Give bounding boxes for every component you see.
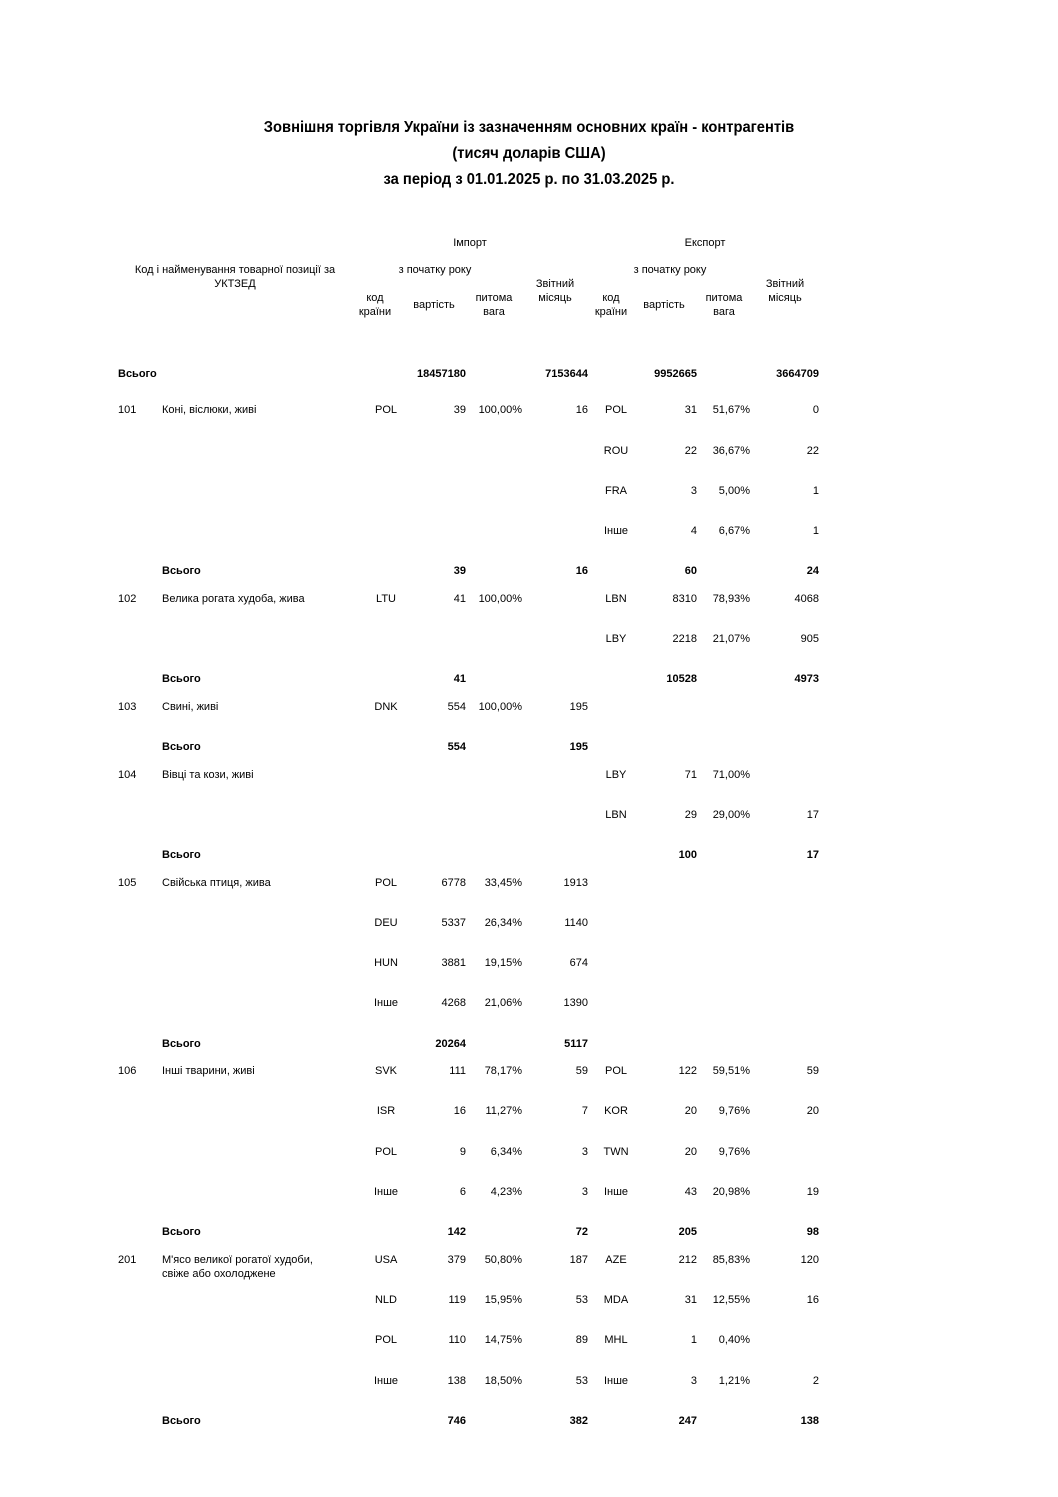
export-value: 205	[678, 1226, 697, 1238]
import-value: 9	[459, 1146, 466, 1158]
title-line-3: за період з 01.01.2025 р. по 31.03.2025 р.	[383, 171, 675, 188]
export-month-value: 905	[800, 633, 819, 645]
export-month-value: 4973	[794, 673, 819, 685]
export-value: 31	[684, 1294, 697, 1306]
import-country-code: HUN	[374, 957, 398, 969]
commodity-name: Всього	[162, 741, 201, 753]
export-month-value: 4068	[794, 593, 819, 605]
import-value: 16	[453, 1105, 466, 1117]
import-value: 39	[453, 404, 466, 416]
import-country-code: DEU	[374, 917, 398, 929]
commodity-code: 101	[118, 404, 137, 416]
export-value: 247	[678, 1415, 697, 1427]
import-country-code: NLD	[374, 1294, 397, 1306]
export-value: 29	[684, 809, 697, 821]
import-country-code: LTU	[376, 593, 396, 605]
export-month-value: 17	[806, 849, 819, 861]
export-month-value: 98	[806, 1226, 819, 1238]
import-share: 19,15%	[484, 957, 522, 969]
export-country-code: KOR	[604, 1105, 628, 1117]
import-country-code: POL	[374, 404, 397, 416]
export-month-value: 120	[800, 1254, 819, 1266]
commodity-name: Свійська птиця, жива	[162, 877, 271, 889]
export-share: 20,98%	[712, 1186, 750, 1198]
export-value: 60	[684, 565, 697, 577]
export-share: 0,40%	[718, 1334, 750, 1346]
import-month-value: 5117	[564, 1038, 588, 1050]
commodity-name: Всього	[162, 1038, 201, 1050]
import-value: 119	[448, 1294, 466, 1306]
import-value: 110	[448, 1334, 466, 1346]
commodity-code: 105	[118, 877, 137, 889]
export-country-code: FRA	[605, 485, 627, 497]
export-country-code: AZE	[605, 1254, 627, 1266]
export-month-value: 3664709	[776, 368, 819, 380]
commodity-name: Всього	[162, 673, 201, 685]
import-value: 4268	[441, 997, 466, 1009]
commodity-name: Всього	[162, 565, 201, 577]
import-share: 100,00%	[478, 701, 522, 713]
import-value: 6	[459, 1186, 466, 1198]
import-share: 78,17%	[484, 1065, 522, 1077]
export-share: 1,21%	[718, 1375, 750, 1387]
commodity-name: Всього	[162, 1415, 201, 1427]
header-country-code-export: код країни	[594, 292, 628, 318]
import-month-value: 16	[575, 404, 588, 416]
commodity-name: Всього	[162, 1226, 201, 1238]
header-export: Експорт	[684, 237, 726, 249]
export-country-code: Інше	[603, 1186, 629, 1198]
export-share: 36,67%	[712, 445, 750, 457]
commodity-name: М'ясо великої рогатої худоби, свіже або охолоджене	[162, 1254, 313, 1280]
import-country-code: Інше	[373, 1375, 399, 1387]
export-country-code: POL	[604, 1065, 627, 1077]
export-country-code: Інше	[603, 1375, 629, 1387]
export-month-value: 1	[812, 485, 819, 497]
import-value: 746	[447, 1415, 466, 1427]
commodity-code: 103	[118, 701, 137, 713]
import-share: 18,50%	[484, 1375, 522, 1387]
commodity-code: Всього	[118, 368, 157, 380]
document-title	[42, 115, 1015, 193]
import-month-value: 1390	[563, 997, 588, 1009]
export-share: 78,93%	[712, 593, 750, 605]
import-share: 6,34%	[490, 1146, 522, 1158]
export-share: 29,00%	[712, 809, 750, 821]
import-value: 138	[447, 1375, 466, 1387]
import-value: 41	[453, 593, 466, 605]
export-country-code: LBN	[605, 593, 627, 605]
export-share: 9,76%	[718, 1105, 750, 1117]
export-value: 8310	[672, 593, 697, 605]
import-value: 39	[453, 565, 466, 577]
commodity-name: Коні, віслюки, живі	[162, 404, 257, 416]
import-country-code: SVK	[374, 1065, 397, 1077]
import-country-code: POL	[374, 1334, 397, 1346]
import-country-code: USA	[374, 1254, 398, 1266]
import-share: 4,23%	[490, 1186, 522, 1198]
export-value: 3	[690, 1375, 697, 1387]
import-country-code: Інше	[373, 997, 399, 1009]
export-share: 9,76%	[718, 1146, 750, 1158]
export-country-code: POL	[604, 404, 627, 416]
commodity-name: Свині, живі	[162, 701, 219, 713]
export-share: 5,00%	[718, 485, 750, 497]
import-month-value: 1140	[564, 917, 588, 929]
import-country-code: Інше	[373, 1186, 399, 1198]
title-line-1: Зовнішня торгівля України із зазначенням основних країн - контрагентів	[263, 119, 795, 136]
export-share: 59,51%	[712, 1065, 750, 1077]
import-value: 5337	[441, 917, 466, 929]
export-share: 51,67%	[712, 404, 750, 416]
export-month-value: 17	[806, 809, 819, 821]
import-value: 554	[447, 741, 466, 753]
export-country-code: LBY	[605, 769, 627, 781]
import-month-value: 16	[575, 565, 588, 577]
import-country-code: ISR	[376, 1105, 396, 1117]
header-ytd-export: з початку року	[633, 264, 707, 276]
import-country-code: POL	[374, 1146, 397, 1158]
export-month-value: 24	[806, 565, 819, 577]
export-share: 21,07%	[712, 633, 750, 645]
export-value: 100	[678, 849, 697, 861]
commodity-code: 201	[118, 1254, 137, 1266]
export-month-value: 138	[800, 1415, 819, 1427]
import-share: 100,00%	[478, 593, 522, 605]
export-month-value: 59	[806, 1065, 819, 1077]
export-value: 4	[690, 525, 697, 537]
header-value-export: вартість	[643, 299, 685, 311]
import-share: 14,75%	[484, 1334, 522, 1346]
header-month-export: Звітний місяць	[765, 278, 805, 304]
import-share: 100,00%	[478, 404, 522, 416]
import-share: 26,34%	[484, 917, 522, 929]
export-share: 12,55%	[712, 1294, 750, 1306]
export-value: 3	[690, 485, 697, 497]
commodity-name: Велика рогата худоба, жива	[162, 593, 305, 605]
import-month-value: 187	[569, 1254, 588, 1266]
import-country-code: DNK	[374, 701, 398, 713]
export-share: 71,00%	[712, 769, 750, 781]
import-value: 6778	[441, 877, 466, 889]
export-month-value: 0	[812, 404, 819, 416]
header-value-import: вартість	[413, 299, 455, 311]
import-month-value: 53	[575, 1375, 588, 1387]
import-value: 379	[447, 1254, 466, 1266]
export-month-value: 20	[806, 1105, 819, 1117]
import-share: 50,80%	[484, 1254, 522, 1266]
header-code-name: Код і найменування товарної позиції за УКТЗЕД	[134, 264, 336, 290]
commodity-name: Всього	[162, 849, 201, 861]
import-month-value: 7	[581, 1105, 588, 1117]
import-country-code: POL	[374, 877, 397, 889]
export-country-code: MHL	[604, 1334, 628, 1346]
export-value: 212	[678, 1254, 697, 1266]
export-value: 22	[684, 445, 697, 457]
header-import: Імпорт	[453, 237, 487, 249]
title-line-2: (тисяч доларів США)	[452, 145, 606, 162]
export-value: 1	[690, 1334, 697, 1346]
export-country-code: MDA	[603, 1294, 629, 1306]
import-value: 18457180	[417, 368, 466, 380]
export-value: 9952665	[654, 368, 697, 380]
import-month-value: 674	[569, 957, 588, 969]
header-country-code-import: код країни	[358, 292, 392, 318]
import-month-value: 3	[581, 1146, 588, 1158]
import-month-value: 382	[569, 1415, 588, 1427]
import-value: 554	[447, 701, 466, 713]
export-value: 43	[684, 1186, 697, 1198]
import-share: 11,27%	[485, 1105, 522, 1117]
import-value: 142	[447, 1226, 466, 1238]
export-country-code: Інше	[603, 525, 629, 537]
commodity-name: Інші тварини, живі	[162, 1065, 255, 1077]
export-country-code: ROU	[603, 445, 629, 457]
header-share-import: питома вага	[475, 292, 513, 318]
export-country-code: LBY	[605, 633, 627, 645]
export-value: 2218	[672, 633, 697, 645]
import-value: 3881	[441, 957, 466, 969]
commodity-name: Вівці та кози, живі	[162, 769, 254, 781]
commodity-code: 104	[118, 769, 137, 781]
export-value: 10528	[666, 673, 697, 685]
import-value: 20264	[435, 1038, 466, 1050]
export-country-code: LBN	[605, 809, 627, 821]
export-month-value: 2	[812, 1375, 819, 1387]
header-ytd-import: з початку року	[398, 264, 472, 276]
export-value: 20	[684, 1105, 697, 1117]
import-value: 111	[449, 1065, 466, 1077]
import-month-value: 195	[569, 741, 588, 753]
import-share: 15,95%	[484, 1294, 522, 1306]
header-share-export: питома вага	[705, 292, 743, 318]
export-month-value: 22	[806, 445, 819, 457]
export-country-code: TWN	[603, 1146, 629, 1158]
export-value: 71	[684, 769, 697, 781]
import-month-value: 195	[569, 701, 588, 713]
commodity-code: 102	[118, 593, 137, 605]
import-month-value: 7153644	[545, 368, 588, 380]
export-value: 20	[684, 1146, 697, 1158]
commodity-code: 106	[118, 1065, 137, 1077]
export-value: 122	[678, 1065, 697, 1077]
export-month-value: 1	[812, 525, 819, 537]
export-share: 6,67%	[718, 525, 750, 537]
header-month-import: Звітний місяць	[535, 278, 575, 304]
import-share: 21,06%	[484, 997, 522, 1009]
export-month-value: 16	[806, 1294, 819, 1306]
export-month-value: 19	[806, 1186, 819, 1198]
import-value: 41	[453, 673, 466, 685]
export-value: 31	[684, 404, 697, 416]
export-share: 85,83%	[712, 1254, 750, 1266]
import-month-value: 89	[575, 1334, 588, 1346]
import-share: 33,45%	[484, 877, 522, 889]
import-month-value: 3	[581, 1186, 588, 1198]
import-month-value: 72	[575, 1226, 588, 1238]
import-month-value: 53	[575, 1294, 588, 1306]
import-month-value: 1913	[563, 877, 588, 889]
import-month-value: 59	[575, 1065, 588, 1077]
